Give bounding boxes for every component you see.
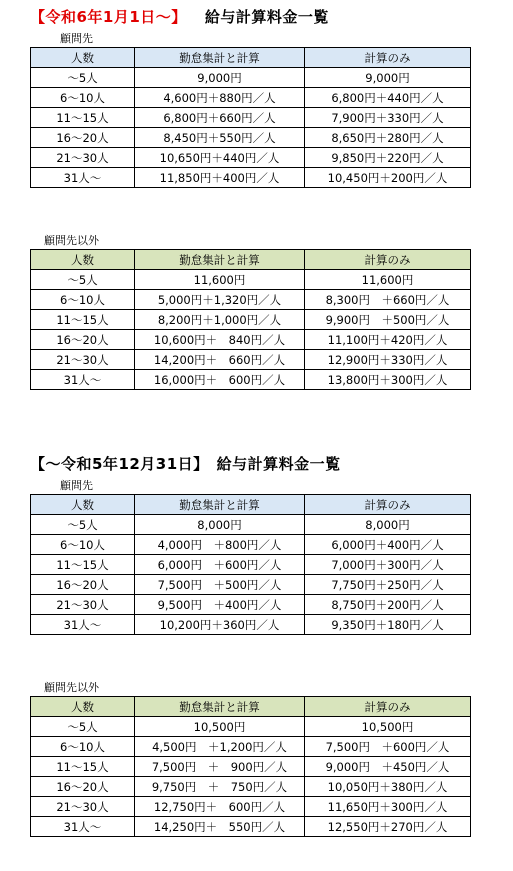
cell-headcount: 6～10人	[31, 290, 135, 310]
cell-headcount: 16～20人	[31, 330, 135, 350]
table-row	[31, 88, 471, 108]
cell-attendance-and-calc: 7,500円 ＋ 900円／人	[135, 757, 305, 777]
table-row	[31, 330, 471, 350]
cell-calc-only: 11,600円	[305, 270, 471, 290]
header-calc-only: 計算のみ	[305, 48, 471, 68]
cell-headcount: 16～20人	[31, 128, 135, 148]
table-row	[31, 350, 471, 370]
table-client-2024	[30, 47, 471, 188]
cell-calc-only: 8,750円＋200円／人	[305, 595, 471, 615]
table-1-caption: 顧問先	[60, 32, 93, 45]
cell-attendance-and-calc: 10,600円＋ 840円／人	[135, 330, 305, 350]
cell-headcount: 11～15人	[31, 555, 135, 575]
table-row	[31, 535, 471, 555]
cell-headcount: ～5人	[31, 68, 135, 88]
cell-attendance-and-calc: 12,750円＋ 600円／人	[135, 797, 305, 817]
cell-attendance-and-calc: 8,200円＋1,000円／人	[135, 310, 305, 330]
table-row	[31, 148, 471, 168]
header-headcount: 人数	[31, 48, 135, 68]
cell-calc-only: 8,000円	[305, 515, 471, 535]
table-row	[31, 797, 471, 817]
cell-headcount: 16～20人	[31, 777, 135, 797]
cell-headcount: 11～15人	[31, 310, 135, 330]
header-headcount: 人数	[31, 697, 135, 717]
table-header-row	[31, 250, 471, 270]
table-row	[31, 290, 471, 310]
header-attendance-and-calc: 勤怠集計と計算	[135, 48, 305, 68]
cell-headcount: 31人～	[31, 615, 135, 635]
cell-attendance-and-calc: 5,000円＋1,320円／人	[135, 290, 305, 310]
cell-calc-only: 9,850円＋220円／人	[305, 148, 471, 168]
cell-headcount: 16～20人	[31, 575, 135, 595]
table-4-caption: 顧問先以外	[44, 681, 99, 694]
cell-attendance-and-calc: 14,200円＋ 660円／人	[135, 350, 305, 370]
header-calc-only: 計算のみ	[305, 250, 471, 270]
cell-calc-only: 7,000円＋300円／人	[305, 555, 471, 575]
cell-headcount: ～5人	[31, 717, 135, 737]
table-row	[31, 737, 471, 757]
cell-headcount: 21～30人	[31, 350, 135, 370]
cell-attendance-and-calc: 11,850円＋400円／人	[135, 168, 305, 188]
cell-attendance-and-calc: 11,600円	[135, 270, 305, 290]
table-row	[31, 555, 471, 575]
section-1-title-date: 【令和6年1月1日～】	[30, 8, 187, 26]
cell-calc-only: 10,050円＋380円／人	[305, 777, 471, 797]
table-nonclient-2024	[30, 249, 471, 390]
table-row	[31, 270, 471, 290]
table-row	[31, 168, 471, 188]
table-header-row	[31, 495, 471, 515]
cell-headcount: 11～15人	[31, 108, 135, 128]
header-headcount: 人数	[31, 250, 135, 270]
table-row	[31, 310, 471, 330]
table-row	[31, 128, 471, 148]
cell-calc-only: 11,650円＋300円／人	[305, 797, 471, 817]
table-client-2023	[30, 494, 471, 635]
table-row	[31, 68, 471, 88]
cell-headcount: 6～10人	[31, 535, 135, 555]
table-row	[31, 370, 471, 390]
cell-headcount: 31人～	[31, 168, 135, 188]
cell-calc-only: 7,500円 ＋600円／人	[305, 737, 471, 757]
table-row	[31, 108, 471, 128]
cell-headcount: 31人～	[31, 817, 135, 837]
header-attendance-and-calc: 勤怠集計と計算	[135, 250, 305, 270]
cell-headcount: ～5人	[31, 270, 135, 290]
cell-headcount: 6～10人	[31, 737, 135, 757]
cell-attendance-and-calc: 8,450円＋550円／人	[135, 128, 305, 148]
table-nonclient-2023	[30, 696, 471, 837]
cell-headcount: 6～10人	[31, 88, 135, 108]
cell-attendance-and-calc: 10,200円＋360円／人	[135, 615, 305, 635]
cell-headcount: 21～30人	[31, 595, 135, 615]
cell-headcount: 31人～	[31, 370, 135, 390]
header-calc-only: 計算のみ	[305, 495, 471, 515]
table-row	[31, 595, 471, 615]
cell-headcount: 11～15人	[31, 757, 135, 777]
header-calc-only: 計算のみ	[305, 697, 471, 717]
cell-calc-only: 8,300円 ＋660円／人	[305, 290, 471, 310]
table-row	[31, 717, 471, 737]
cell-calc-only: 11,100円＋420円／人	[305, 330, 471, 350]
section-2-title-text: 【～令和5年12月31日】 給与計算料金一覧	[30, 455, 341, 473]
cell-calc-only: 10,450円＋200円／人	[305, 168, 471, 188]
cell-headcount: 21～30人	[31, 148, 135, 168]
cell-attendance-and-calc: 4,000円 ＋800円／人	[135, 535, 305, 555]
section-1-title-text: 給与計算料金一覧	[204, 8, 329, 26]
table-header-row	[31, 697, 471, 717]
table-2-caption: 顧問先以外	[44, 234, 99, 247]
header-headcount: 人数	[31, 495, 135, 515]
cell-attendance-and-calc: 9,500円 ＋400円／人	[135, 595, 305, 615]
cell-attendance-and-calc: 6,800円＋660円／人	[135, 108, 305, 128]
cell-calc-only: 9,000円	[305, 68, 471, 88]
cell-attendance-and-calc: 14,250円＋ 550円／人	[135, 817, 305, 837]
cell-attendance-and-calc: 4,600円＋880円／人	[135, 88, 305, 108]
cell-calc-only: 6,800円＋440円／人	[305, 88, 471, 108]
cell-calc-only: 10,500円	[305, 717, 471, 737]
table-row	[31, 817, 471, 837]
cell-headcount: 21～30人	[31, 797, 135, 817]
section-1-title	[30, 6, 329, 27]
table-3-caption: 顧問先	[60, 479, 93, 492]
cell-calc-only: 7,900円＋330円／人	[305, 108, 471, 128]
table-row	[31, 777, 471, 797]
header-attendance-and-calc: 勤怠集計と計算	[135, 697, 305, 717]
cell-attendance-and-calc: 4,500円 ＋1,200円／人	[135, 737, 305, 757]
cell-attendance-and-calc: 10,650円＋440円／人	[135, 148, 305, 168]
table-header-row	[31, 48, 471, 68]
table-row	[31, 515, 471, 535]
cell-calc-only: 7,750円＋250円／人	[305, 575, 471, 595]
table-row	[31, 615, 471, 635]
header-attendance-and-calc: 勤怠集計と計算	[135, 495, 305, 515]
cell-calc-only: 8,650円＋280円／人	[305, 128, 471, 148]
cell-calc-only: 6,000円＋400円／人	[305, 535, 471, 555]
cell-attendance-and-calc: 9,000円	[135, 68, 305, 88]
cell-attendance-and-calc: 7,500円 ＋500円／人	[135, 575, 305, 595]
cell-attendance-and-calc: 6,000円 ＋600円／人	[135, 555, 305, 575]
cell-attendance-and-calc: 8,000円	[135, 515, 305, 535]
cell-calc-only: 9,000円 ＋450円／人	[305, 757, 471, 777]
cell-headcount: ～5人	[31, 515, 135, 535]
cell-calc-only: 9,900円 ＋500円／人	[305, 310, 471, 330]
cell-calc-only: 12,900円＋330円／人	[305, 350, 471, 370]
cell-attendance-and-calc: 16,000円＋ 600円／人	[135, 370, 305, 390]
table-row	[31, 757, 471, 777]
table-row	[31, 575, 471, 595]
section-2-title	[30, 453, 341, 474]
cell-attendance-and-calc: 10,500円	[135, 717, 305, 737]
cell-calc-only: 13,800円＋300円／人	[305, 370, 471, 390]
cell-calc-only: 9,350円＋180円／人	[305, 615, 471, 635]
cell-attendance-and-calc: 9,750円 ＋ 750円／人	[135, 777, 305, 797]
cell-calc-only: 12,550円＋270円／人	[305, 817, 471, 837]
